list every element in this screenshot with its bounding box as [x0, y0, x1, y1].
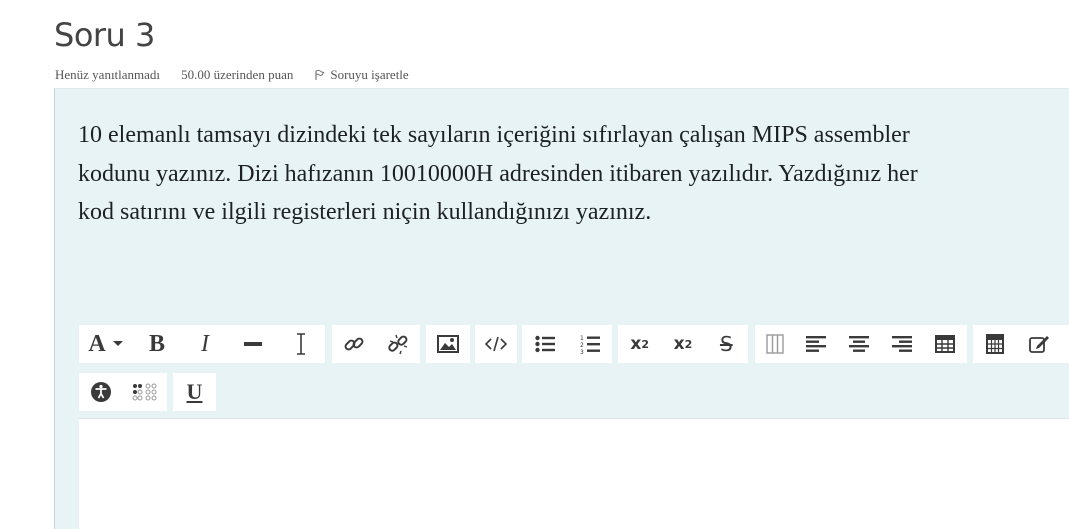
ordered-list-button[interactable]	[569, 325, 611, 363]
align-center-button[interactable]	[838, 325, 880, 363]
toolbar-group-underline	[173, 373, 216, 411]
answer-editor[interactable]	[79, 418, 1069, 529]
superscript-index: 2	[684, 337, 693, 351]
chevron-down-icon	[112, 340, 124, 348]
bullet-list-icon	[535, 335, 555, 353]
table-icon	[935, 335, 955, 353]
superscript-button[interactable]	[662, 325, 704, 363]
flag-question-link[interactable]	[314, 67, 408, 83]
insert-link-button[interactable]	[334, 325, 374, 363]
html-code-button[interactable]	[476, 325, 516, 363]
toolbar-group-align	[755, 325, 967, 363]
toolbar-group-image	[426, 325, 470, 363]
flag-icon	[314, 69, 325, 81]
svg-text:3: 3	[579, 349, 584, 354]
strikethrough-button[interactable]: S	[719, 332, 733, 356]
align-left-icon	[806, 335, 826, 353]
unlink-icon	[387, 333, 409, 355]
toolbar-group-style	[79, 325, 325, 363]
question-points: 50.00 üzerinden puan	[181, 67, 294, 82]
toolbar-group-lists	[522, 325, 612, 363]
unlink-button[interactable]	[378, 325, 418, 363]
align-left-button[interactable]	[795, 325, 837, 363]
braille-icon	[132, 383, 158, 401]
image-icon	[437, 335, 459, 353]
align-center-icon	[849, 335, 869, 353]
svg-text:2: 2	[579, 342, 584, 349]
manage-files-button[interactable]	[1017, 325, 1061, 363]
columns-icon	[766, 334, 784, 354]
subscript-base: x	[630, 334, 642, 354]
numbered-list-icon	[580, 334, 600, 354]
toolbar-group-links	[332, 325, 420, 363]
accessibility-checker-button[interactable]	[80, 373, 122, 411]
question-info	[55, 67, 409, 83]
unordered-list-button[interactable]	[524, 325, 566, 363]
superscript-base: x	[673, 334, 685, 354]
screenreader-helper-button[interactable]	[124, 373, 166, 411]
horizontal-rule-icon	[244, 341, 262, 347]
toolbar-group-code	[475, 325, 517, 363]
question-text-line: 10 elemanlı tamsayı dizindeki tek sayıların içeriğini sıfırlayan çalışan MIPS assembler	[78, 122, 910, 148]
link-icon	[343, 333, 365, 355]
accessibility-icon	[90, 381, 112, 403]
question-text-line: kod satırını ve ilgili registerleri niçin kullandığınızı yazınız.	[78, 199, 652, 225]
italic-button[interactable]: I	[201, 330, 209, 357]
horizontal-rule-button[interactable]	[233, 325, 273, 363]
subscript-button[interactable]	[619, 325, 661, 363]
bold-button[interactable]: B	[148, 330, 165, 357]
font-style-dropdown[interactable]	[83, 325, 129, 363]
edit-icon	[1029, 335, 1049, 353]
insert-table-button[interactable]	[924, 325, 966, 363]
flag-question-label: Soruyu işaretle	[330, 67, 409, 82]
underline-button[interactable]: U	[186, 379, 203, 404]
page-title: Soru 3	[54, 16, 155, 54]
subscript-index: 2	[641, 337, 649, 351]
question-status: Henüz yanıtlanmadı	[55, 67, 161, 82]
insert-image-button[interactable]	[428, 325, 468, 363]
text-cursor-icon	[295, 332, 307, 356]
svg-text:1: 1	[579, 335, 584, 342]
font-style-icon: A	[88, 330, 106, 357]
toolbar-group-tools	[973, 325, 1069, 363]
question-text	[78, 116, 1069, 232]
toolbar-group-format	[618, 325, 748, 363]
calculator-icon	[986, 334, 1004, 354]
equation-editor-button[interactable]	[973, 325, 1017, 363]
cursor-text-button[interactable]	[281, 325, 321, 363]
columns-button[interactable]	[756, 325, 794, 363]
align-right-icon	[892, 335, 912, 353]
align-right-button[interactable]	[881, 325, 923, 363]
toolbar-group-accessibility	[79, 373, 167, 411]
code-icon	[485, 336, 507, 352]
question-text-line: kodunu yazınız. Dizi hafızanın 10010000H adresinden itibaren yazılıdır. Yazdığınız her	[78, 160, 918, 187]
